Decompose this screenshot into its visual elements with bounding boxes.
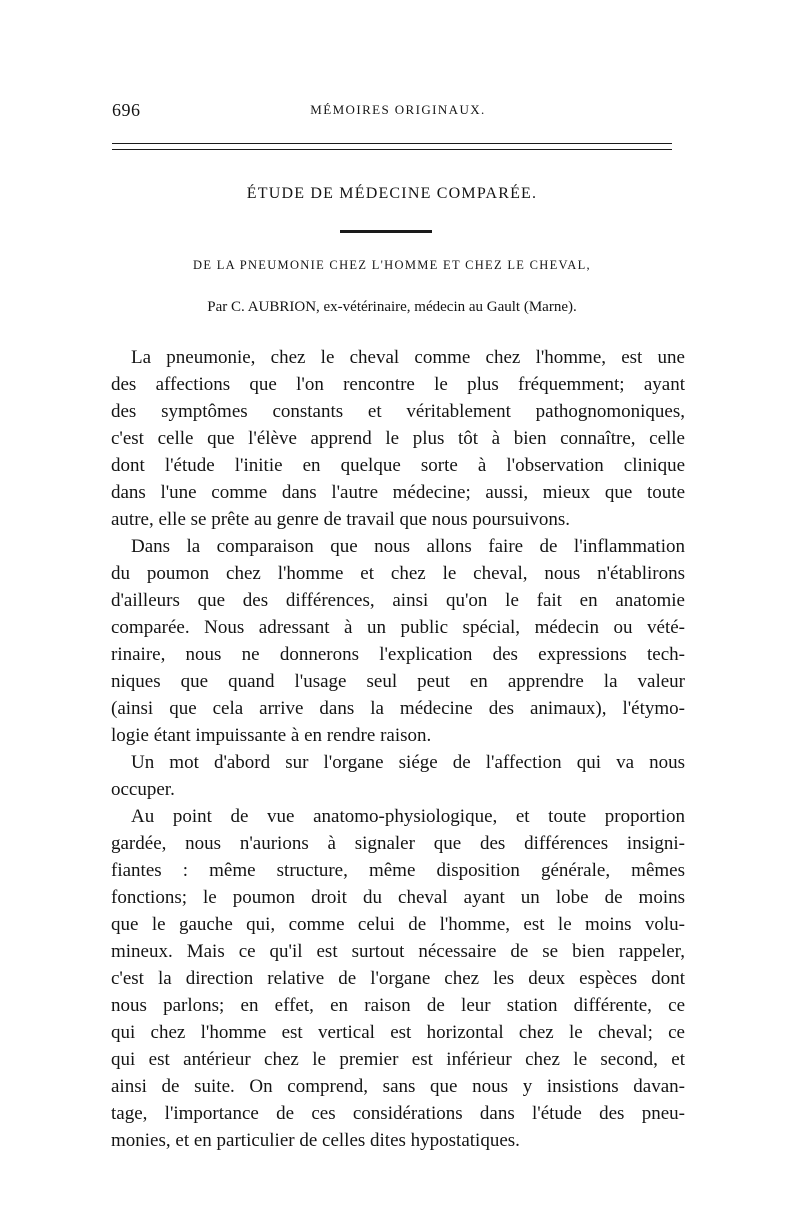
text-line: autre, elle se prête au genre de travail que nous poursuivons. bbox=[111, 509, 571, 530]
text-line: nous parlons; en effet, en raison de leur station différente, ce bbox=[111, 995, 685, 1016]
text-line: des symptômes constants et véritablement pathognomoniques, bbox=[111, 401, 685, 422]
running-head-title: MÉMOIRES ORIGINAUX. bbox=[310, 102, 486, 117]
text-line: que le gauche qui, comme celui de l'homme, est le moins volu- bbox=[111, 914, 685, 935]
text-line: du poumon chez l'homme et chez le cheval, nous n'établirons bbox=[111, 563, 685, 584]
text-line: des affections que l'on rencontre le plus fréquemment; ayant bbox=[111, 374, 685, 395]
paragraph bbox=[111, 749, 685, 803]
title-separator-rule bbox=[340, 230, 432, 233]
text-line: gardée, nous n'aurions à signaler que des différences insigni- bbox=[111, 833, 685, 854]
text-line: (ainsi que cela arrive dans la médecine des animaux), l'étymo- bbox=[111, 698, 685, 719]
article-body bbox=[111, 344, 685, 1154]
paragraph bbox=[111, 533, 685, 749]
text-line: monies, et en particulier de celles dites hypostatiques. bbox=[111, 1130, 520, 1151]
article-subtitle: DE LA PNEUMONIE CHEZ L'HOMME ET CHEZ LE CHEVAL, bbox=[193, 258, 591, 272]
paragraph bbox=[111, 803, 685, 1154]
text-line: tage, l'importance de ces considérations dans l'étude des pneu- bbox=[111, 1103, 685, 1124]
text-line: dans l'une comme dans l'autre médecine; aussi, mieux que toute bbox=[111, 482, 685, 503]
page-number: 696 bbox=[112, 100, 141, 120]
text-line: logie étant impuissante à en rendre raison. bbox=[111, 725, 432, 746]
header-double-rule bbox=[112, 143, 672, 150]
article-byline: Par C. AUBRION, ex-vétérinaire, médecin au Gault (Marne). bbox=[207, 299, 577, 315]
text-line: occuper. bbox=[111, 779, 175, 800]
text-line: d'ailleurs que des différences, ainsi qu'on le fait en anatomie bbox=[111, 590, 685, 611]
text-line: comparée. Nous adressant à un public spécial, médecin ou vété- bbox=[111, 617, 685, 638]
text-line: Un mot d'abord sur l'organe siége de l'affection qui va nous bbox=[131, 752, 685, 773]
text-line: La pneumonie, chez le cheval comme chez l'homme, est une bbox=[131, 347, 685, 368]
text-line: mineux. Mais ce qu'il est surtout nécessaire de se bien rappeler, bbox=[111, 941, 685, 962]
article-title: ÉTUDE DE MÉDECINE COMPARÉE. bbox=[246, 185, 538, 202]
text-line: fiantes : même structure, même disposition générale, mêmes bbox=[111, 860, 685, 881]
text-line: c'est la direction relative de l'organe chez les deux espèces dont bbox=[111, 968, 685, 989]
running-head bbox=[112, 100, 684, 120]
text-line: c'est celle que l'élève apprend le plus tôt à bien connaître, celle bbox=[111, 428, 685, 449]
text-line: Dans la comparaison que nous allons faire de l'inflammation bbox=[131, 536, 685, 557]
text-line: qui chez l'homme est vertical est horizontal chez le cheval; ce bbox=[111, 1022, 685, 1043]
text-line: niques que quand l'usage seul peut en apprendre la valeur bbox=[111, 671, 685, 692]
text-line: ainsi de suite. On comprend, sans que nous y insistions davan- bbox=[111, 1076, 685, 1097]
paragraph bbox=[111, 344, 685, 533]
text-line: fonctions; le poumon droit du cheval ayant un lobe de moins bbox=[111, 887, 685, 908]
text-line: rinaire, nous ne donnerons l'explication des expressions tech- bbox=[111, 644, 685, 665]
text-line: qui est antérieur chez le premier est inférieur chez le second, et bbox=[111, 1049, 685, 1070]
text-line: dont l'étude l'initie en quelque sorte à l'observation clinique bbox=[111, 455, 685, 476]
text-line: Au point de vue anatomo-physiologique, et toute proportion bbox=[131, 806, 685, 827]
